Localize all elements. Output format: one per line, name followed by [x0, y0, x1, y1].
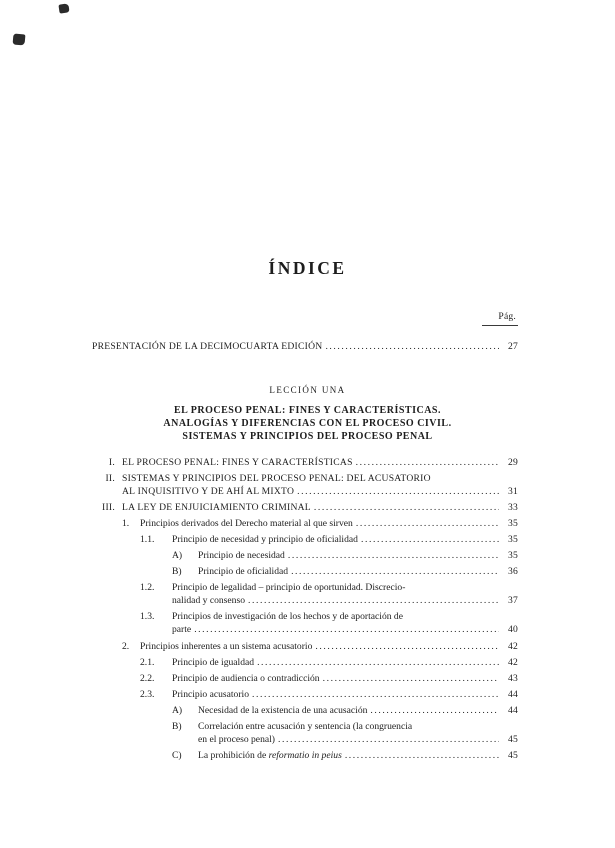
entry-text: PRESENTACIÓN DE LA DECIMOCUARTA EDICIÓN	[92, 341, 323, 352]
toc-entry	[92, 549, 518, 562]
toc-entry	[92, 533, 518, 546]
entry-text: Principios inherentes a un sistema acusatorio	[140, 641, 313, 653]
dot-leader	[356, 456, 499, 469]
toc-entry	[92, 672, 518, 685]
toc-entry	[92, 656, 518, 669]
entry-label: I.	[108, 457, 115, 468]
entry-text-italic: reformatio in peius	[268, 750, 342, 762]
page-column-header-label: Pág.	[482, 311, 518, 326]
lesson-heading	[70, 404, 545, 444]
entry-text: Principios de investigación de los hechos y de aportación de	[172, 611, 403, 623]
entry-page-number: 44	[508, 705, 518, 716]
entry-label: 2.1.	[140, 657, 155, 669]
entry-label: II.	[105, 472, 115, 484]
entry-page-number: 35	[508, 549, 518, 561]
toc-entry	[92, 720, 518, 747]
dot-leader	[194, 623, 499, 636]
entry-label: III.	[102, 502, 115, 514]
lesson-heading-line: EL PROCESO PENAL: FINES Y CARACTERÍSTICAS.	[174, 405, 441, 416]
entry-text: Principio de igualdad	[172, 657, 255, 669]
toc-entry	[92, 340, 518, 353]
toc-entry	[92, 640, 518, 653]
dot-leader	[297, 485, 499, 498]
entry-text: parte	[172, 624, 192, 636]
ink-mark	[13, 33, 26, 45]
lesson-heading-line: ANALOGÍAS Y DIFERENCIAS CON EL PROCESO CIVIL.	[163, 418, 452, 430]
entry-page-number: 35	[508, 534, 518, 546]
toc-list	[92, 456, 518, 765]
toc-entry	[92, 501, 518, 514]
entry-page-number: 45	[508, 734, 518, 746]
entry-page-number: 31	[508, 486, 518, 498]
toc-entry	[92, 749, 518, 762]
toc-entry	[92, 565, 518, 578]
entry-text: Principios derivados del Derecho material al que sirven	[140, 518, 353, 530]
dot-leader	[325, 340, 499, 353]
entry-label: A)	[172, 549, 183, 561]
entry-label: 2.3.	[140, 689, 155, 701]
presentation-row	[92, 340, 518, 356]
entry-page-number: 37	[508, 595, 518, 607]
entry-label: C)	[172, 750, 182, 762]
dot-leader	[248, 594, 499, 607]
entry-text: Principio acusatorio	[172, 689, 249, 701]
dot-leader	[314, 501, 499, 514]
toc-entry	[92, 581, 518, 608]
entry-text: Principio de oficialidad	[198, 565, 289, 577]
page-title: ÍNDICE	[268, 258, 347, 278]
entry-label: 1.3.	[140, 611, 155, 623]
entry-page-number: 42	[508, 657, 518, 669]
lesson-kicker: LECCIÓN UNA	[269, 385, 346, 395]
entry-text: en el proceso penal)	[198, 734, 275, 746]
entry-page-number: 44	[508, 689, 518, 701]
ink-mark	[58, 3, 69, 13]
entry-label: 1.1.	[140, 534, 155, 546]
entry-page-number: 42	[508, 641, 518, 653]
toc-entry	[92, 456, 518, 469]
toc-entry	[92, 704, 518, 717]
entry-page-number: 35	[508, 518, 518, 530]
entry-text: SISTEMAS Y PRINCIPIOS DEL PROCESO PENAL: DEL ACUSATORIO	[122, 472, 431, 484]
entry-text: LA LEY DE ENJUICIAMIENTO CRIMINAL	[122, 502, 311, 514]
entry-text: AL INQUISITIVO Y DE AHÍ AL MIXTO	[122, 486, 295, 498]
page-column-header	[92, 311, 518, 326]
entry-page-number: 45	[508, 750, 518, 762]
entry-text: Correlación entre acusación y sentencia (la congruencia	[198, 720, 413, 732]
dot-leader	[356, 517, 499, 530]
entry-page-number: 36	[508, 565, 518, 577]
entry-text: La prohibición de reformatio in peius	[198, 750, 342, 762]
entry-page-number: 29	[508, 457, 518, 468]
toc-entry	[92, 688, 518, 701]
entry-text: Principio de legalidad – principio de oportunidad. Discrecio-	[172, 581, 406, 593]
lesson-heading-line: SISTEMAS Y PRINCIPIOS DEL PROCESO PENAL	[182, 431, 433, 443]
dot-leader	[291, 565, 499, 578]
entry-text: EL PROCESO PENAL: FINES Y CARACTERÍSTICAS	[122, 457, 353, 468]
entry-page-number: 43	[508, 673, 518, 685]
toc-entry	[92, 517, 518, 530]
dot-leader	[345, 749, 499, 762]
entry-label: 1.2.	[140, 581, 155, 593]
entry-page-number: 27	[508, 341, 518, 352]
toc-entry	[92, 472, 518, 499]
entry-page-number: 33	[508, 502, 518, 514]
dot-leader	[257, 656, 499, 669]
dot-leader	[361, 533, 499, 546]
entry-label: B)	[172, 720, 182, 732]
entry-label: A)	[172, 705, 183, 716]
dot-leader	[252, 688, 499, 701]
entry-text: Principio de necesidad	[198, 549, 285, 561]
dot-leader	[323, 672, 499, 685]
dot-leader	[370, 704, 499, 717]
entry-label: B)	[172, 565, 182, 577]
entry-page-number: 40	[508, 624, 518, 636]
dot-leader	[315, 640, 499, 653]
entry-label: 2.2.	[140, 673, 155, 685]
entry-text: Necesidad de la existencia de una acusación	[198, 705, 368, 716]
toc-entry	[92, 610, 518, 637]
entry-text: nalidad y consenso	[172, 595, 246, 607]
entry-label: 1.	[122, 518, 130, 530]
entry-label: 2.	[122, 641, 130, 653]
dot-leader	[278, 733, 499, 746]
entry-text: Principio de necesidad y principio de oficialidad	[172, 534, 358, 546]
dot-leader	[288, 549, 499, 562]
entry-text: Principio de audiencia o contradicción	[172, 673, 320, 685]
